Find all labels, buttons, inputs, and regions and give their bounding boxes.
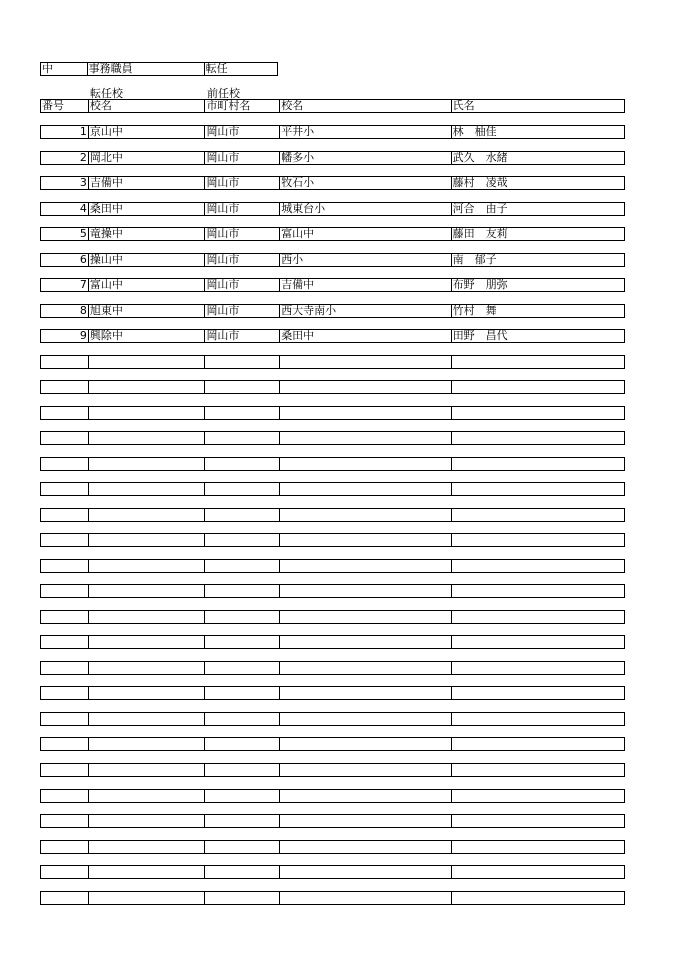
- row-school-name: 竜操中: [88, 228, 205, 240]
- previous-school-group-label: 前任校: [207, 87, 240, 100]
- row-prev-school-name: [279, 687, 450, 699]
- header-school-name: 校名: [88, 100, 205, 112]
- row-person-name: [451, 841, 624, 853]
- row-number: [41, 381, 88, 393]
- table-row: [40, 891, 625, 905]
- table-row: [40, 253, 625, 267]
- row-school-name: [88, 407, 205, 419]
- row-person-name: [451, 892, 624, 904]
- row-municipality: [204, 483, 279, 495]
- row-number: [41, 790, 88, 802]
- row-prev-school-name: [279, 713, 450, 725]
- row-school-name: [88, 560, 205, 572]
- table-header-row: [40, 99, 625, 113]
- row-number: 3: [79, 177, 87, 189]
- row-number: [41, 892, 88, 904]
- row-school-name: [88, 636, 205, 648]
- row-municipality: [204, 534, 279, 546]
- row-municipality: [204, 713, 279, 725]
- row-prev-school-name: [279, 483, 450, 495]
- row-number: [41, 356, 88, 368]
- row-school-name: [88, 662, 205, 674]
- row-number: 6: [79, 254, 87, 266]
- row-municipality: 岡山市: [204, 254, 279, 266]
- row-person-name: [451, 560, 624, 572]
- row-municipality: [204, 356, 279, 368]
- row-person-name: [451, 866, 624, 878]
- row-school-name: [88, 458, 205, 470]
- table-row: [40, 712, 625, 726]
- row-school-name: [88, 611, 205, 623]
- row-prev-school-name: [279, 611, 450, 623]
- row-school-name: [88, 585, 205, 597]
- table-row: [40, 737, 625, 751]
- row-number: [41, 534, 88, 546]
- table-row: [40, 457, 625, 471]
- row-number: [41, 458, 88, 470]
- row-school-name: 富山中: [88, 279, 205, 291]
- row-person-name: [451, 585, 624, 597]
- table-row: [40, 202, 625, 216]
- row-municipality: 岡山市: [204, 330, 279, 342]
- row-municipality: [204, 458, 279, 470]
- table-row: [40, 508, 625, 522]
- row-prev-school-name: [279, 534, 450, 546]
- row-school-name: [88, 687, 205, 699]
- table-row: [40, 355, 625, 369]
- row-prev-school-name: 吉備中: [279, 279, 450, 291]
- row-municipality: [204, 790, 279, 802]
- row-person-name: [451, 483, 624, 495]
- row-prev-school-name: [279, 815, 450, 827]
- row-prev-school-name: [279, 764, 450, 776]
- row-municipality: [204, 611, 279, 623]
- row-number: [41, 585, 88, 597]
- row-prev-school-name: [279, 407, 450, 419]
- row-municipality: 岡山市: [204, 152, 279, 164]
- row-prev-school-name: [279, 636, 450, 648]
- row-school-name: 吉備中: [88, 177, 205, 189]
- row-person-name: [451, 790, 624, 802]
- row-person-name: 林 柚佳: [451, 126, 624, 138]
- row-number: [41, 432, 88, 444]
- row-person-name: [451, 662, 624, 674]
- table-row: [40, 584, 625, 598]
- row-person-name: 河合 由子: [451, 203, 624, 215]
- row-number: [41, 611, 88, 623]
- row-municipality: [204, 815, 279, 827]
- row-municipality: 岡山市: [204, 228, 279, 240]
- row-school-name: [88, 534, 205, 546]
- row-school-name: [88, 841, 205, 853]
- table-row: [40, 380, 625, 394]
- row-municipality: [204, 432, 279, 444]
- row-number: 8: [79, 305, 87, 317]
- row-municipality: [204, 764, 279, 776]
- row-prev-school-name: [279, 738, 450, 750]
- table-row: [40, 865, 625, 879]
- row-number: [41, 713, 88, 725]
- row-person-name: [451, 636, 624, 648]
- table-row: [40, 431, 625, 445]
- row-school-name: [88, 866, 205, 878]
- row-prev-school-name: [279, 432, 450, 444]
- row-school-name: [88, 356, 205, 368]
- row-person-name: [451, 509, 624, 521]
- row-number: [41, 764, 88, 776]
- row-number: 5: [79, 228, 87, 240]
- row-person-name: 布野 朋弥: [451, 279, 624, 291]
- row-person-name: 田野 昌代: [451, 330, 624, 342]
- row-person-name: [451, 611, 624, 623]
- table-row: [40, 686, 625, 700]
- table-row: [40, 406, 625, 420]
- table-row: [40, 278, 625, 292]
- row-municipality: [204, 407, 279, 419]
- row-person-name: [451, 432, 624, 444]
- transfer-school-group-label: 転任校: [90, 87, 123, 100]
- row-prev-school-name: [279, 458, 450, 470]
- row-person-name: [451, 534, 624, 546]
- row-municipality: [204, 381, 279, 393]
- row-prev-school-name: [279, 866, 450, 878]
- row-number: 7: [79, 279, 87, 291]
- row-municipality: [204, 892, 279, 904]
- row-school-name: [88, 509, 205, 521]
- row-number: [41, 407, 88, 419]
- row-municipality: [204, 636, 279, 648]
- row-number: 4: [79, 203, 87, 215]
- table-row: [40, 304, 625, 318]
- table-row: [40, 533, 625, 547]
- row-prev-school-name: [279, 585, 450, 597]
- row-person-name: [451, 738, 624, 750]
- row-prev-school-name: [279, 892, 450, 904]
- table-row: [40, 329, 625, 343]
- row-prev-school-name: 西大寺南小: [279, 305, 450, 317]
- table-row: [40, 789, 625, 803]
- header-info-box: [40, 62, 278, 76]
- table-row: [40, 227, 625, 241]
- row-prev-school-name: [279, 790, 450, 802]
- row-person-name: [451, 687, 624, 699]
- row-number: [41, 560, 88, 572]
- row-municipality: 岡山市: [204, 203, 279, 215]
- row-school-name: [88, 432, 205, 444]
- table-row: [40, 559, 625, 573]
- row-municipality: [204, 841, 279, 853]
- row-municipality: 岡山市: [204, 279, 279, 291]
- row-school-name: [88, 483, 205, 495]
- row-number: [41, 738, 88, 750]
- row-municipality: 岡山市: [204, 177, 279, 189]
- row-prev-school-name: 城東台小: [279, 203, 450, 215]
- row-municipality: [204, 662, 279, 674]
- table-row: [40, 814, 625, 828]
- row-prev-school-name: [279, 356, 450, 368]
- row-school-name: 岡北中: [88, 152, 205, 164]
- row-person-name: [451, 381, 624, 393]
- row-prev-school-name: 平井小: [279, 126, 450, 138]
- row-municipality: 岡山市: [204, 305, 279, 317]
- row-prev-school-name: [279, 381, 450, 393]
- table-row: [40, 125, 625, 139]
- row-person-name: [451, 764, 624, 776]
- type-cell: 転任: [204, 63, 277, 75]
- row-person-name: 藤村 凌哉: [451, 177, 624, 189]
- row-number: [41, 662, 88, 674]
- row-number: [41, 483, 88, 495]
- row-person-name: [451, 458, 624, 470]
- row-number: [41, 866, 88, 878]
- row-person-name: [451, 815, 624, 827]
- table-row: [40, 635, 625, 649]
- table-row: [40, 482, 625, 496]
- row-school-name: [88, 713, 205, 725]
- row-number: [41, 636, 88, 648]
- header-municipality: 市町村名: [204, 100, 279, 112]
- row-prev-school-name: [279, 509, 450, 521]
- row-number: 1: [79, 126, 87, 138]
- row-prev-school-name: [279, 662, 450, 674]
- header-prev-school-name: 校名: [279, 100, 450, 112]
- row-number: [41, 841, 88, 853]
- table-row: [40, 661, 625, 675]
- row-prev-school-name: 牧石小: [279, 177, 450, 189]
- row-prev-school-name: 富山中: [279, 228, 450, 240]
- row-school-name: 興除中: [88, 330, 205, 342]
- table-row: [40, 763, 625, 777]
- row-prev-school-name: 幡多小: [279, 152, 450, 164]
- row-prev-school-name: 桑田中: [279, 330, 450, 342]
- row-municipality: [204, 687, 279, 699]
- row-school-name: [88, 790, 205, 802]
- row-municipality: 岡山市: [204, 126, 279, 138]
- row-person-name: 南 郁子: [451, 254, 624, 266]
- row-school-name: 桑田中: [88, 203, 205, 215]
- row-school-name: [88, 381, 205, 393]
- row-number: 9: [79, 330, 87, 342]
- row-municipality: [204, 560, 279, 572]
- table-row: [40, 151, 625, 165]
- row-person-name: [451, 356, 624, 368]
- row-school-name: 京山中: [88, 126, 205, 138]
- row-number: [41, 509, 88, 521]
- level-cell: 中: [42, 63, 53, 75]
- row-school-name: 操山中: [88, 254, 205, 266]
- category-cell: 事務職員: [87, 63, 204, 75]
- header-number: 番号: [42, 100, 64, 112]
- row-prev-school-name: [279, 841, 450, 853]
- table-row: [40, 610, 625, 624]
- row-prev-school-name: 西小: [279, 254, 450, 266]
- row-municipality: [204, 585, 279, 597]
- header-person-name: 氏名: [451, 100, 624, 112]
- table-row: [40, 840, 625, 854]
- row-municipality: [204, 866, 279, 878]
- row-school-name: 旭東中: [88, 305, 205, 317]
- row-prev-school-name: [279, 560, 450, 572]
- row-person-name: [451, 713, 624, 725]
- row-person-name: 藤田 友莉: [451, 228, 624, 240]
- row-person-name: 武久 水緒: [451, 152, 624, 164]
- row-number: 2: [79, 152, 87, 164]
- row-school-name: [88, 738, 205, 750]
- row-school-name: [88, 815, 205, 827]
- row-school-name: [88, 892, 205, 904]
- row-municipality: [204, 738, 279, 750]
- row-school-name: [88, 764, 205, 776]
- row-person-name: 竹村 舞: [451, 305, 624, 317]
- row-municipality: [204, 509, 279, 521]
- row-number: [41, 815, 88, 827]
- table-row: [40, 176, 625, 190]
- row-person-name: [451, 407, 624, 419]
- row-number: [41, 687, 88, 699]
